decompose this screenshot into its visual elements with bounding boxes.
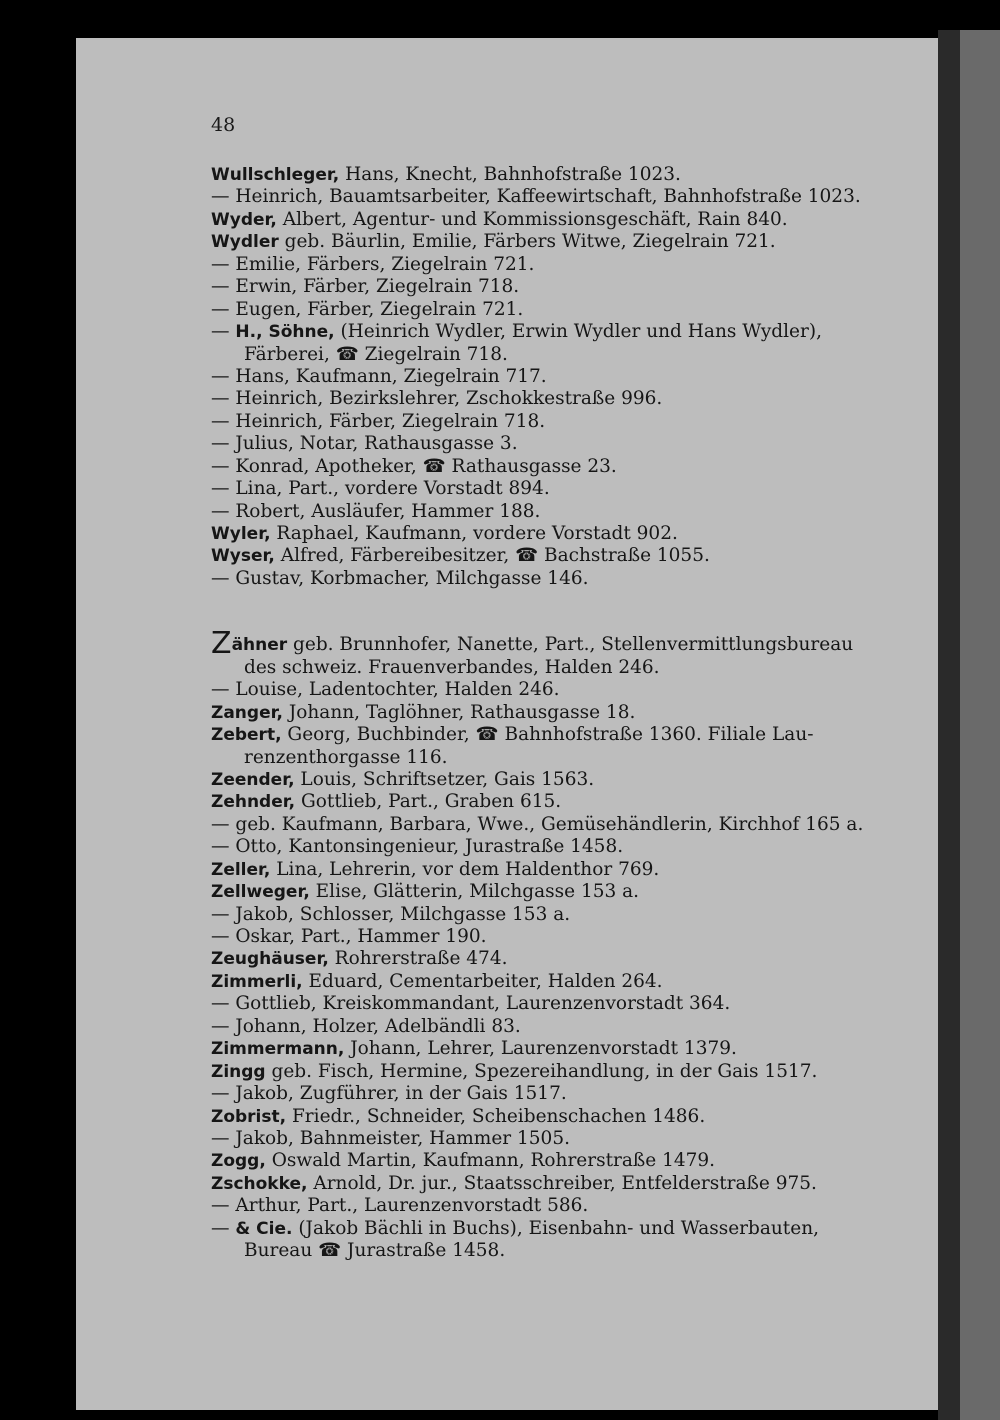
directory-line xyxy=(211,791,901,813)
surname-heading: Wydler xyxy=(211,232,279,253)
directory-line xyxy=(211,1173,901,1195)
directory-line xyxy=(211,523,901,545)
directory-line xyxy=(211,478,901,500)
directory-line xyxy=(211,657,901,679)
entry-text: — Lina, Part., vordere Vorstadt 894. xyxy=(211,478,550,500)
entry-text: Färberei, ☎ Ziegelrain 718. xyxy=(244,343,508,365)
directory-line xyxy=(211,679,901,701)
section-initial: Z xyxy=(211,626,232,662)
surname-heading: Zimmermann, xyxy=(211,1039,345,1060)
entry-text: Johann, Taglöhner, Rathausgasse 18. xyxy=(282,701,636,723)
entry-text: (Heinrich Wydler, Erwin Wydler und Hans Wydler), xyxy=(334,321,822,343)
directory-line xyxy=(211,1083,901,1105)
entry-text: Oswald Martin, Kaufmann, Rohrerstraße 1479. xyxy=(265,1150,716,1172)
directory-line xyxy=(211,388,901,410)
directory-line xyxy=(211,254,901,276)
entry-text: Johann, Lehrer, Laurenzenvorstadt 1379. xyxy=(344,1038,737,1060)
entry-text: Georg, Buchbinder, ☎ Bahnhofstraße 1360. Filiale Lau- xyxy=(281,724,814,746)
surname-heading: Zeender, xyxy=(211,769,295,790)
directory-line xyxy=(211,344,901,366)
directory-entries xyxy=(211,164,901,1263)
directory-line xyxy=(211,209,901,231)
directory-line xyxy=(211,186,901,208)
surname-heading: H., Söhne, xyxy=(235,322,335,343)
surname-heading: Wyser, xyxy=(211,546,275,567)
dash-prefix: — xyxy=(211,1217,236,1239)
surname-heading: Zebert, xyxy=(211,725,282,746)
directory-line xyxy=(211,501,901,523)
directory-line xyxy=(211,321,901,343)
entry-text: Lina, Lehrerin, vor dem Haldenthor 769. xyxy=(270,858,660,880)
directory-line xyxy=(211,411,901,433)
directory-line xyxy=(211,1218,901,1240)
entry-text: — Jakob, Bahnmeister, Hammer 1505. xyxy=(211,1127,570,1149)
entry-text: — Johann, Holzer, Adelbändli 83. xyxy=(211,1015,521,1037)
entry-text: Alfred, Färbereibesitzer, ☎ Bachstraße 1055. xyxy=(274,545,710,567)
directory-line xyxy=(211,299,901,321)
entry-text: renzenthorgasse 116. xyxy=(244,746,448,768)
entry-text: Gottlieb, Part., Graben 615. xyxy=(295,791,562,813)
directory-line xyxy=(211,164,901,186)
entry-text: — Konrad, Apotheker, ☎ Rathausgasse 23. xyxy=(211,455,617,477)
entry-text: — Otto, Kantonsingenieur, Jurastraße 1458. xyxy=(211,836,624,858)
section-gap xyxy=(211,590,901,634)
entry-text: Elise, Glätterin, Milchgasse 153 a. xyxy=(309,881,640,903)
entry-text: Albert, Agentur- und Kommissionsgeschäft, Rain 840. xyxy=(276,208,788,230)
entry-text: — geb. Kaufmann, Barbara, Wwe., Gemüsehändlerin, Kirchhof 165 a. xyxy=(211,813,864,835)
directory-line xyxy=(211,814,901,836)
directory-line xyxy=(211,568,901,590)
surname-heading: Zobrist, xyxy=(211,1106,287,1127)
entry-text: — Hans, Kaufmann, Ziegelrain 717. xyxy=(211,365,547,387)
directory-line xyxy=(211,626,901,662)
directory-line xyxy=(211,926,901,948)
directory-line xyxy=(211,366,901,388)
page-edge-shadow xyxy=(938,30,960,1420)
entry-text: — Louise, Ladentochter, Halden 246. xyxy=(211,679,560,701)
directory-line xyxy=(211,747,901,769)
entry-text: — Oskar, Part., Hammer 190. xyxy=(211,926,487,947)
entry-text: — Heinrich, Bezirkslehrer, Zschokkestraße 996. xyxy=(211,388,663,410)
entry-text: — Arthur, Part., Laurenzenvorstadt 586. xyxy=(211,1195,589,1217)
directory-line xyxy=(211,1128,901,1150)
surname-heading: Zanger, xyxy=(211,702,283,723)
entry-text: Friedr., Schneider, Scheibenschachen 1486. xyxy=(286,1105,706,1127)
entry-text: — Jakob, Zugführer, in der Gais 1517. xyxy=(211,1083,567,1105)
entry-text: — Heinrich, Bauamtsarbeiter, Kaffeewirtschaft, Bahnhofstraße 1023. xyxy=(211,186,861,208)
surname-heading: Wullschleger, xyxy=(211,165,340,185)
directory-line xyxy=(211,904,901,926)
directory-line xyxy=(211,724,901,746)
entry-text: — Gustav, Korbmacher, Milchgasse 146. xyxy=(211,567,589,589)
directory-line xyxy=(211,456,901,478)
entry-text: Raphael, Kaufmann, vordere Vorstadt 902. xyxy=(270,523,678,544)
directory-line xyxy=(211,1195,901,1217)
surname-heading: Zingg xyxy=(211,1061,266,1082)
entry-text: Louis, Schriftsetzer, Gais 1563. xyxy=(294,768,595,790)
surname-heading: Zeughäuser, xyxy=(211,949,329,970)
entry-text: Rohrerstraße 474. xyxy=(328,948,508,970)
entry-text: Eduard, Cementarbeiter, Halden 264. xyxy=(302,970,663,992)
entry-text: — Julius, Notar, Rathausgasse 3. xyxy=(211,433,518,455)
surname-heading: Zschokke, xyxy=(211,1173,308,1194)
directory-line xyxy=(211,1038,901,1060)
directory-line xyxy=(211,1240,901,1262)
entry-text: — Jakob, Schlosser, Milchgasse 153 a. xyxy=(211,903,571,925)
entry-text: — Robert, Ausläufer, Hammer 188. xyxy=(211,500,541,522)
directory-line xyxy=(211,881,901,903)
surname-heading: Zogg, xyxy=(211,1151,266,1172)
directory-line xyxy=(211,859,901,881)
directory-line xyxy=(211,276,901,298)
directory-line xyxy=(211,836,901,858)
surname-heading: Zeller, xyxy=(211,859,271,880)
entry-text: — Eugen, Färber, Ziegelrain 721. xyxy=(211,298,524,320)
directory-line xyxy=(211,993,901,1015)
entry-text: geb. Brunnhofer, Nanette, Part., Stellenvermittlungsbureau xyxy=(287,634,854,656)
surname-heading: Wyler, xyxy=(211,524,271,544)
surname-heading: Zellweger, xyxy=(211,882,310,903)
entry-text: — Erwin, Färber, Ziegelrain 718. xyxy=(211,276,520,298)
entry-text: Hans, Knecht, Bahnhofstraße 1023. xyxy=(339,164,681,185)
page-number: 48 xyxy=(211,114,236,136)
entry-text: Arnold, Dr. jur., Staatsschreiber, Entfelderstraße 975. xyxy=(307,1172,817,1194)
directory-line xyxy=(211,702,901,724)
entry-text: — Heinrich, Färber, Ziegelrain 718. xyxy=(211,410,546,432)
directory-line xyxy=(211,231,901,253)
entry-text: geb. Bäurlin, Emilie, Färbers Witwe, Ziegelrain 721. xyxy=(278,231,776,253)
entry-text: geb. Fisch, Hermine, Spezereihandlung, in der Gais 1517. xyxy=(265,1060,818,1082)
directory-line xyxy=(211,1016,901,1038)
surname-heading: Zehnder, xyxy=(211,792,296,813)
surname-heading: & Cie. xyxy=(235,1218,293,1239)
entry-text: Bureau ☎ Jurastraße 1458. xyxy=(244,1240,506,1262)
page-edge-background xyxy=(960,30,1000,1420)
surname-heading: Zimmerli, xyxy=(211,971,303,992)
surname-heading: Wyder, xyxy=(211,209,277,230)
directory-line xyxy=(211,769,901,791)
directory-line xyxy=(211,545,901,567)
dash-prefix: — xyxy=(211,321,236,343)
surname-heading: ähner xyxy=(231,635,288,656)
entry-text: — Gottlieb, Kreiskommandant, Laurenzenvorstadt 364. xyxy=(211,993,731,1015)
directory-line xyxy=(211,948,901,970)
entry-text: des schweiz. Frauenverbandes, Halden 246. xyxy=(244,656,660,678)
entry-text: — Emilie, Färbers, Ziegelrain 721. xyxy=(211,253,535,275)
entry-text: (Jakob Bächli in Buchs), Eisenbahn- und Wasserbauten, xyxy=(292,1217,819,1239)
directory-line xyxy=(211,1061,901,1083)
directory-line xyxy=(211,433,901,455)
directory-line xyxy=(211,1150,901,1172)
directory-line xyxy=(211,971,901,993)
directory-line xyxy=(211,1106,901,1128)
